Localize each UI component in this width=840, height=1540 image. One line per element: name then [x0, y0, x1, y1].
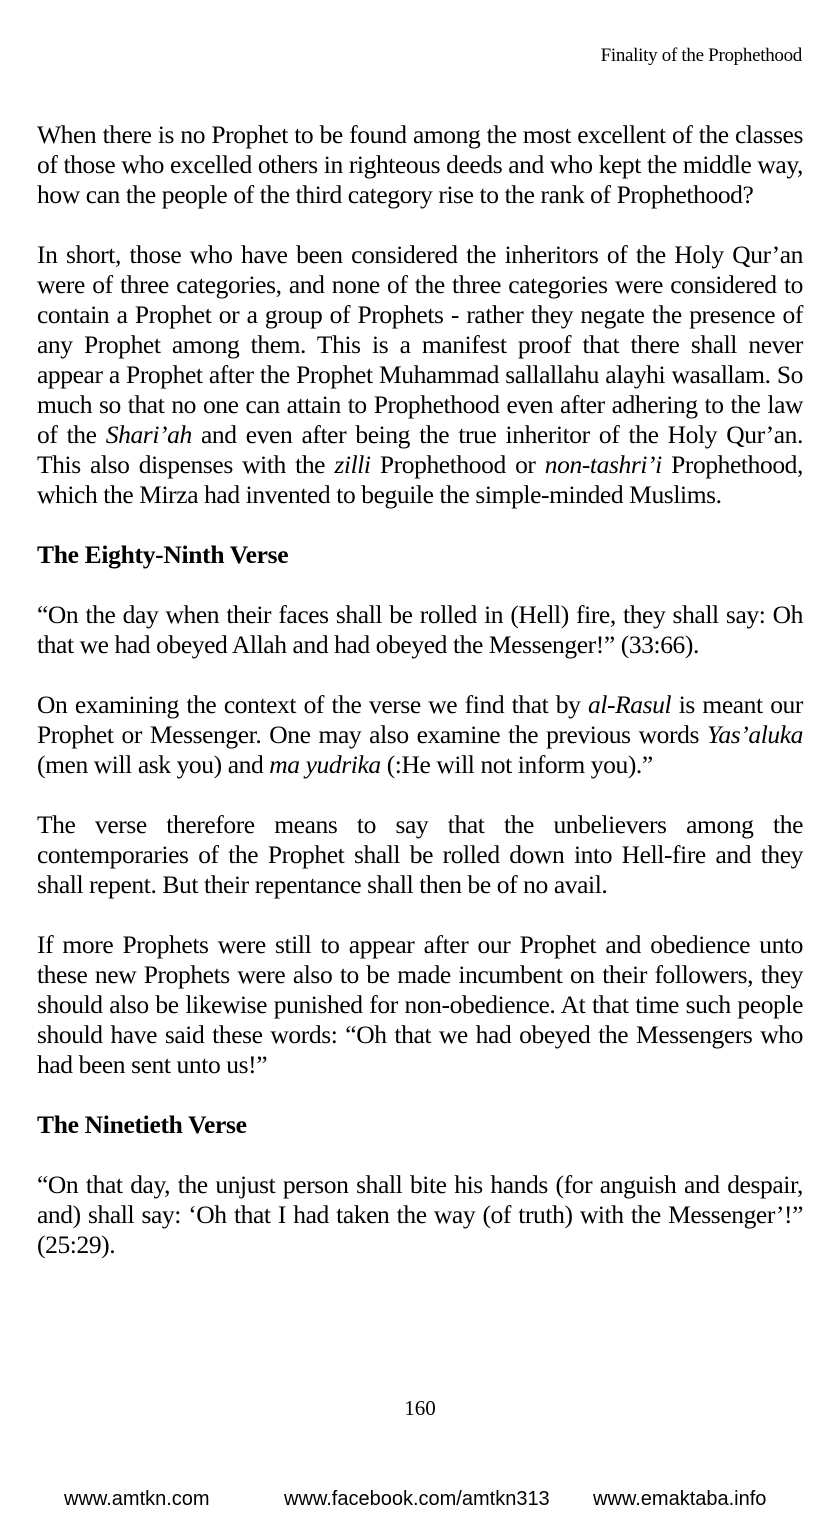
footer-link-amtkn[interactable]: www.amtkn.com	[64, 1488, 210, 1510]
paragraph-2-text-a: In short, those who have been considered the inheritors of the Holy Qur’an were of three categories, and none of the three categories were considered to contain a Prophet or a group of Prophets - rather they negate the presence of any Prophet among them. This is a manifest proof that there shall never appear a Prophet after the Prophet Muhammad sallallahu alayhi wasallam. So much so that no one can attain to Prophethood even after adhering to the law of the	[37, 240, 803, 449]
heading-eighty-ninth-verse: The Eighty-Ninth Verse	[37, 540, 289, 569]
term-zilli: zilli	[334, 450, 371, 479]
paragraph-2-text-c: Prophethood or	[370, 450, 545, 479]
paragraph-4-text-c: (men will ask you) and	[37, 750, 270, 779]
paragraph-3-quote: “On the day when their faces shall be rolled in (Hell) fire, they shall say: Oh that we had obeyed Allah and had obeyed the Messenger!” (33:66).	[37, 600, 803, 659]
paragraph-4-text-a: On examining the context of the verse we find that by	[37, 690, 588, 719]
term-non-tashrii: non-tashri’i	[544, 450, 662, 479]
paragraph-2-text-b: and even after being the true inheritor of the Holy Qur’an. This also dispenses with the	[37, 420, 803, 479]
footer-link-emaktaba[interactable]: www.emaktaba.info	[593, 1488, 767, 1510]
term-al-rasul: al-Rasul	[587, 690, 672, 719]
paragraph-2-text-d: Prophethood, which the Mirza had invented to beguile the simple-minded Muslims.	[37, 450, 803, 509]
term-yasaluka: Yas’aluka	[706, 720, 803, 749]
paragraph-4	[37, 690, 803, 780]
paragraph-4-text-b: is meant our Prophet or Messenger. One may also examine the previous words	[37, 690, 803, 749]
page-body	[37, 120, 803, 1290]
term-shariah: Shari’ah	[105, 420, 192, 449]
running-header: Finality of the Prophethood	[600, 45, 802, 66]
page-number: 160	[404, 1396, 436, 1420]
paragraph-6: If more Prophets were still to appear after our Prophet and obedience unto these new Prophets were also to be made incumbent on their followers, they should also be likewise punished for non-obedience. At that time such people should have said these words: “Oh that we had obeyed the Messengers who had been sent unto us!”	[37, 930, 803, 1079]
paragraph-1: When there is no Prophet to be found among the most excellent of the classes of those who excelled others in righteous deeds and who kept the middle way, how can the people of the third category rise to the rank of Prophethood?	[37, 120, 803, 209]
term-ma-yudrika: ma yudrika	[269, 750, 381, 779]
footer-link-facebook[interactable]: www.facebook.com/amtkn313	[284, 1488, 550, 1510]
paragraph-5: The verse therefore means to say that the unbelievers among the contemporaries of the Prophet shall be rolled down into Hell-fire and they shall repent. But their repentance shall then be of no avail.	[37, 810, 803, 899]
paragraph-7-quote: “On that day, the unjust person shall bite his hands (for anguish and despair, and) shall say: ‘Oh that I had taken the way (of truth) with the Messenger’!” (25:29).	[37, 1170, 803, 1259]
paragraph-4-text-d: (:He will not inform you).”	[380, 750, 653, 779]
heading-ninetieth-verse: The Ninetieth Verse	[37, 1110, 247, 1139]
paragraph-2	[37, 240, 803, 510]
